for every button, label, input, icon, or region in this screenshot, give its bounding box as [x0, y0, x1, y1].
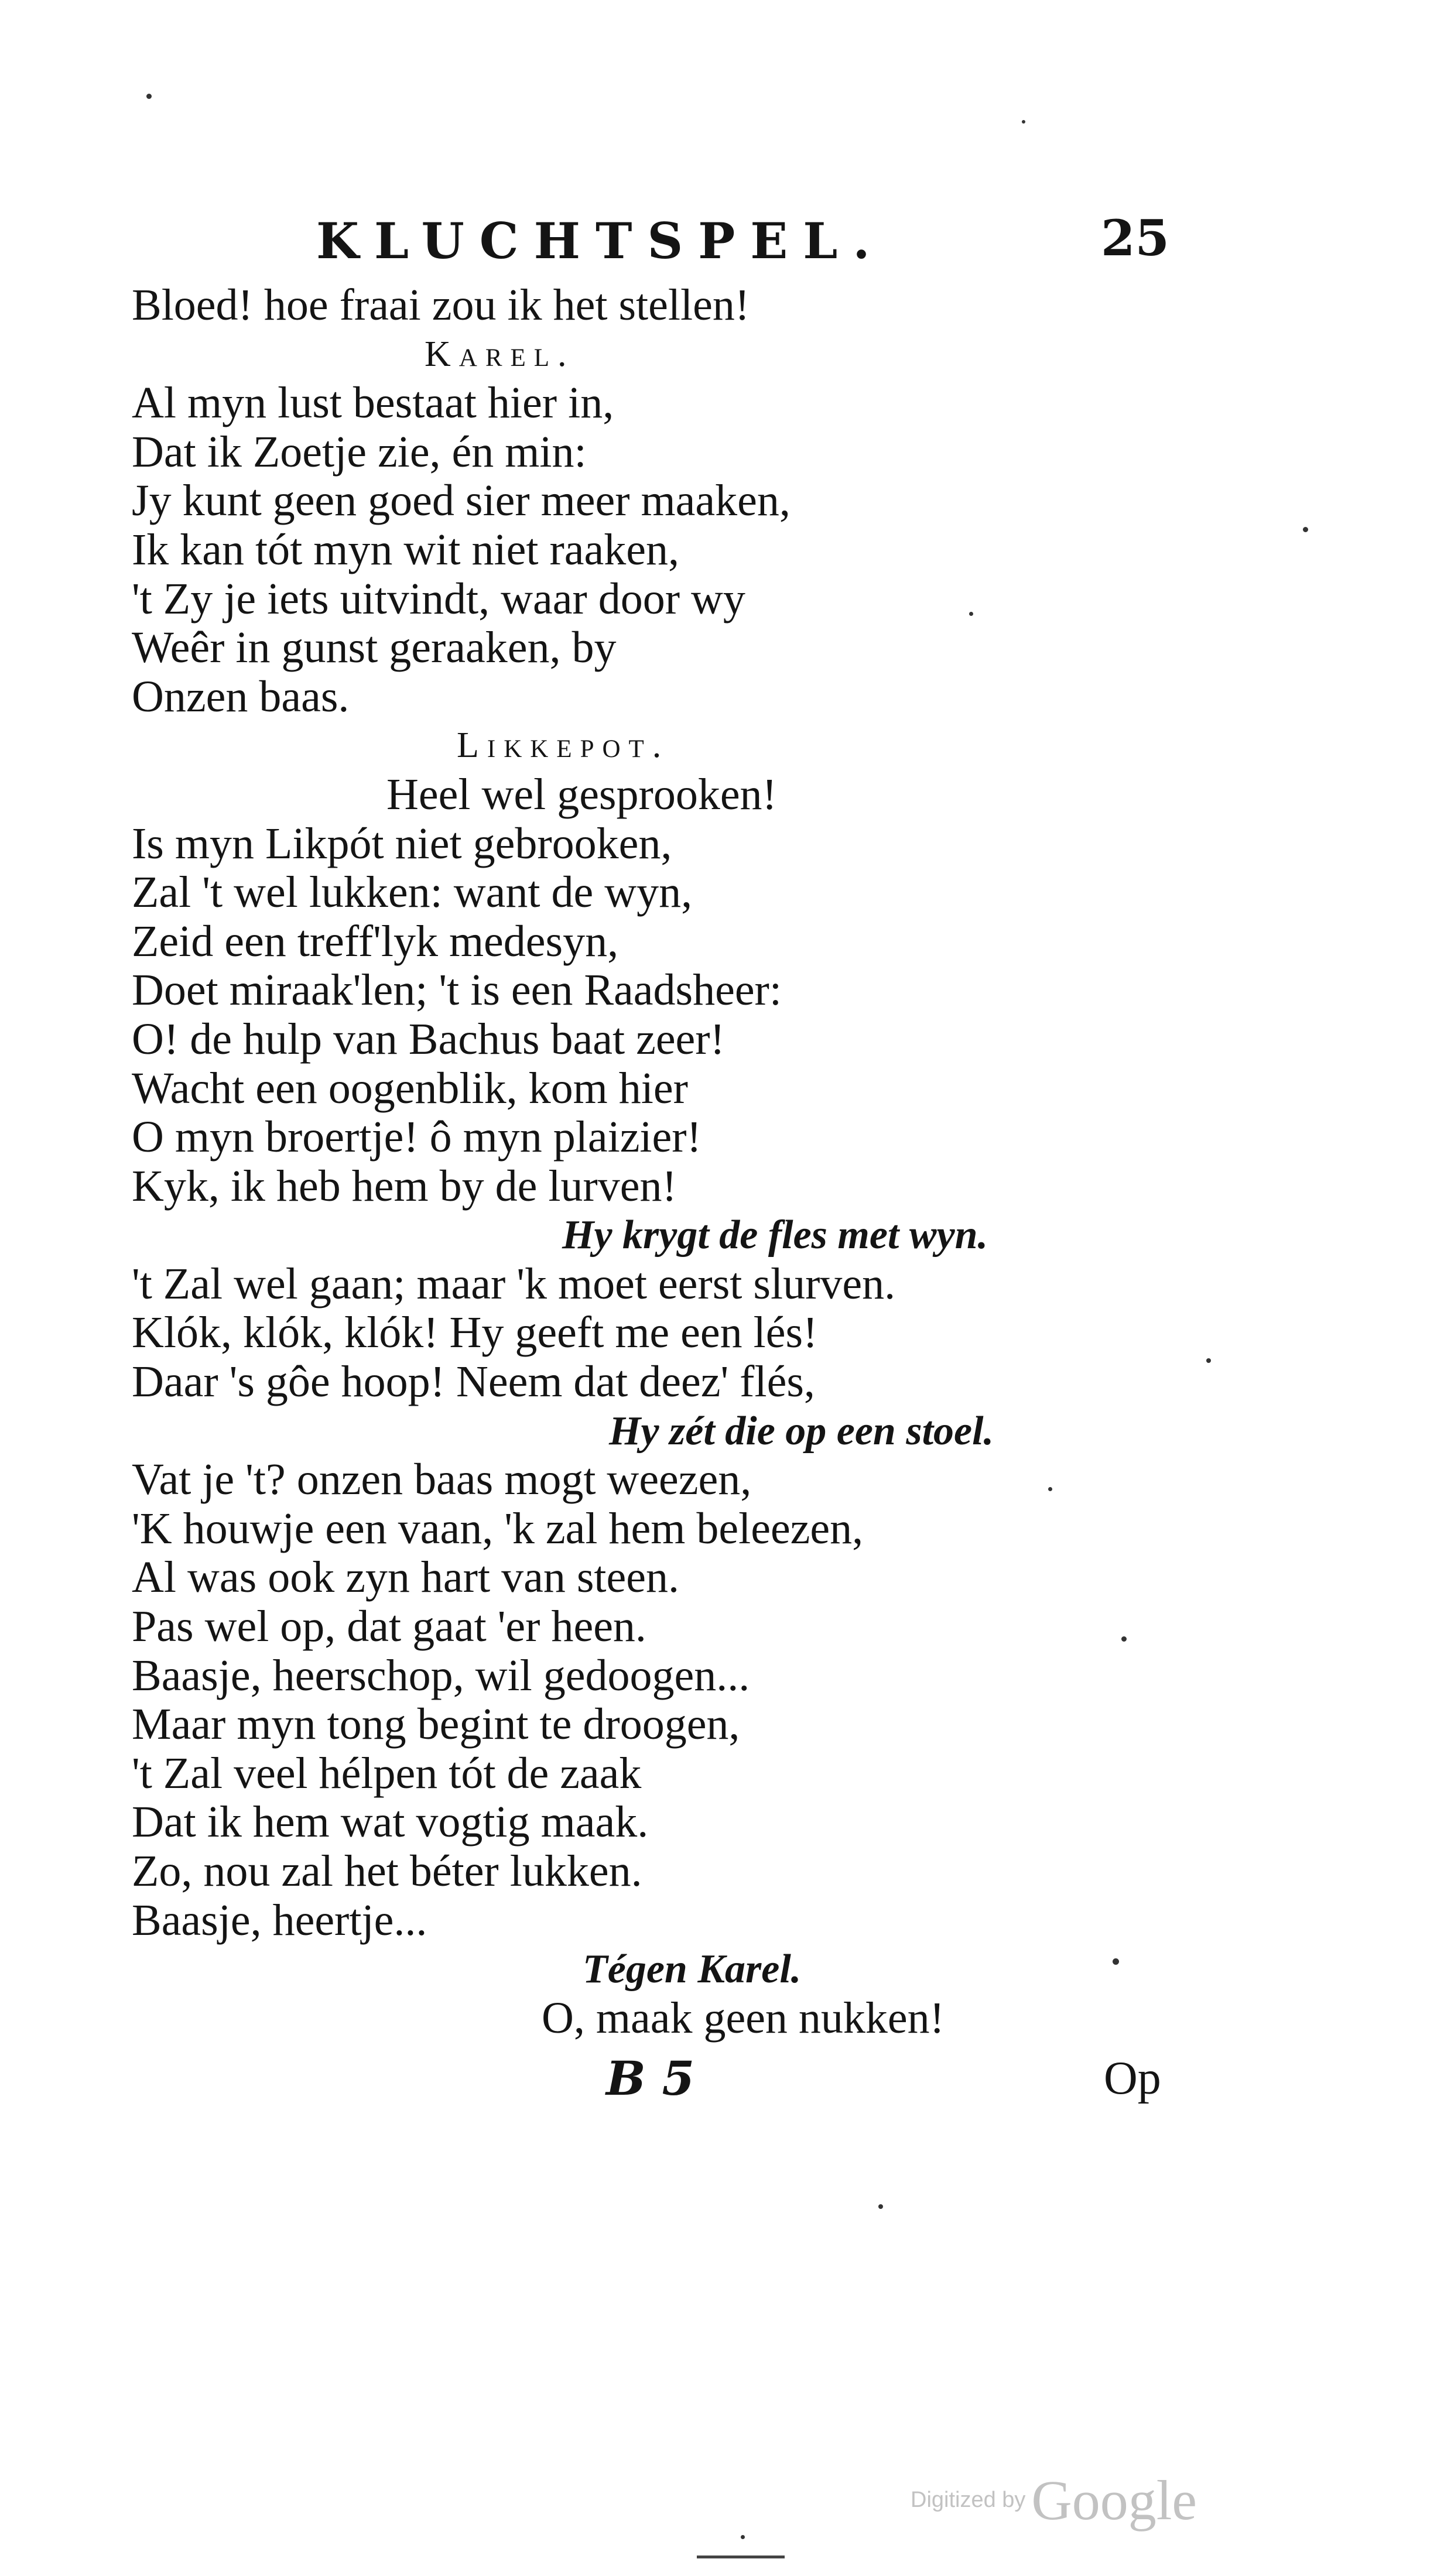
verse-line: Dat ik hem wat vogtig maak. — [132, 1797, 649, 1847]
verse-line: Is myn Likpót niet gebrooken, — [132, 818, 672, 868]
verse-line: Wacht een oogenblik, kom hier — [132, 1063, 688, 1113]
verse-line: Baasje, heerschop, wil gedoogen... — [132, 1650, 750, 1700]
verse-line: 't Zal wel gaan; maar 'k moet eerst slurven. — [132, 1259, 896, 1308]
verse-line: O, maak geen nukken! — [542, 1993, 945, 2043]
scan-speck — [1113, 1958, 1119, 1965]
verse-line: Pas wel op, dat gaat 'er heen. — [132, 1602, 646, 1652]
stage-direction: Hy krygt de fles met wyn. — [562, 1212, 988, 1258]
verse-line: Doet miraak'len; 't is een Raadsheer: — [132, 965, 782, 1015]
verse-line: Dat ik Zoetje zie, én min: — [132, 427, 587, 477]
scan-speck — [741, 2535, 745, 2539]
scan-speck — [1022, 120, 1025, 124]
verse-line: Al was ook zyn hart van steen. — [132, 1553, 679, 1602]
verse-line: Zal 't wel lukken: want de wyn, — [132, 868, 693, 917]
verse-line: O myn broertje! ô myn plaizier! — [132, 1112, 702, 1162]
scan-speck — [1303, 527, 1308, 532]
watermark-prefix: Digitized by — [911, 2488, 1026, 2512]
verse-line: Zeid een treff'lyk medesyn, — [132, 916, 619, 966]
verse-line: Maar myn tong begint te droogen, — [132, 1700, 740, 1749]
scan-speck — [878, 2204, 883, 2209]
verse-line: Bloed! hoe fraai zou ik het stellen! — [132, 280, 750, 330]
speaker-name: Karel. — [425, 334, 575, 374]
bottom-rule — [697, 2556, 785, 2558]
scan-speck — [1206, 1358, 1211, 1363]
digitized-watermark — [911, 2468, 1197, 2533]
verse-line: Ik kan tót myn wit niet raaken, — [132, 525, 679, 574]
verse-line: Jy kunt geen goed sier meer maaken, — [132, 476, 791, 526]
verse-line: Kyk, ik heb hem by de lurven! — [132, 1161, 677, 1211]
page-number: 25 — [1101, 209, 1169, 267]
signature-mark: B 5 — [606, 2051, 695, 2106]
verse-line: O! de hulp van Bachus baat zeer! — [132, 1014, 725, 1064]
watermark-logo: Google — [1031, 2469, 1197, 2532]
verse-line: Al myn lust bestaat hier in, — [132, 378, 614, 428]
catchword: Op — [1104, 2053, 1161, 2104]
verse-line: Baasje, heertje... — [132, 1895, 427, 1945]
scan-speck — [969, 612, 973, 616]
verse-line: Zo, nou zal het béter lukken. — [132, 1847, 642, 1896]
speaker-name: Likkepot. — [457, 725, 670, 766]
running-header: KLUCHTSPEL. — [316, 212, 885, 270]
verse-line: Onzen baas. — [132, 672, 350, 721]
verse-line: 't Zal veel hélpen tót de zaak — [132, 1748, 642, 1798]
scan-speck — [1048, 1487, 1052, 1491]
verse-line: Vat je 't? onzen baas mogt weezen, — [132, 1455, 752, 1505]
verse-line: 't Zy je iets uitvindt, waar door wy — [132, 574, 745, 624]
verse-line: Klók, klók, klók! Hy geeft me een lés! — [132, 1308, 818, 1358]
verse-text-block — [132, 281, 1098, 2043]
scan-speck — [1121, 1636, 1127, 1642]
verse-line: Daar 's gôe hoop! Neem dat deez' flés, — [132, 1357, 815, 1407]
scan-speck — [146, 94, 152, 99]
verse-line: 'K houwje een vaan, 'k zal hem beleezen, — [132, 1503, 864, 1553]
stage-direction: Hy zét die op een stoel. — [609, 1408, 994, 1454]
verse-line: Weêr in gunst geraaken, by — [132, 623, 617, 673]
stage-direction: Tégen Karel. — [583, 1947, 802, 1992]
verse-line: Heel wel gesprooken! — [386, 769, 777, 819]
